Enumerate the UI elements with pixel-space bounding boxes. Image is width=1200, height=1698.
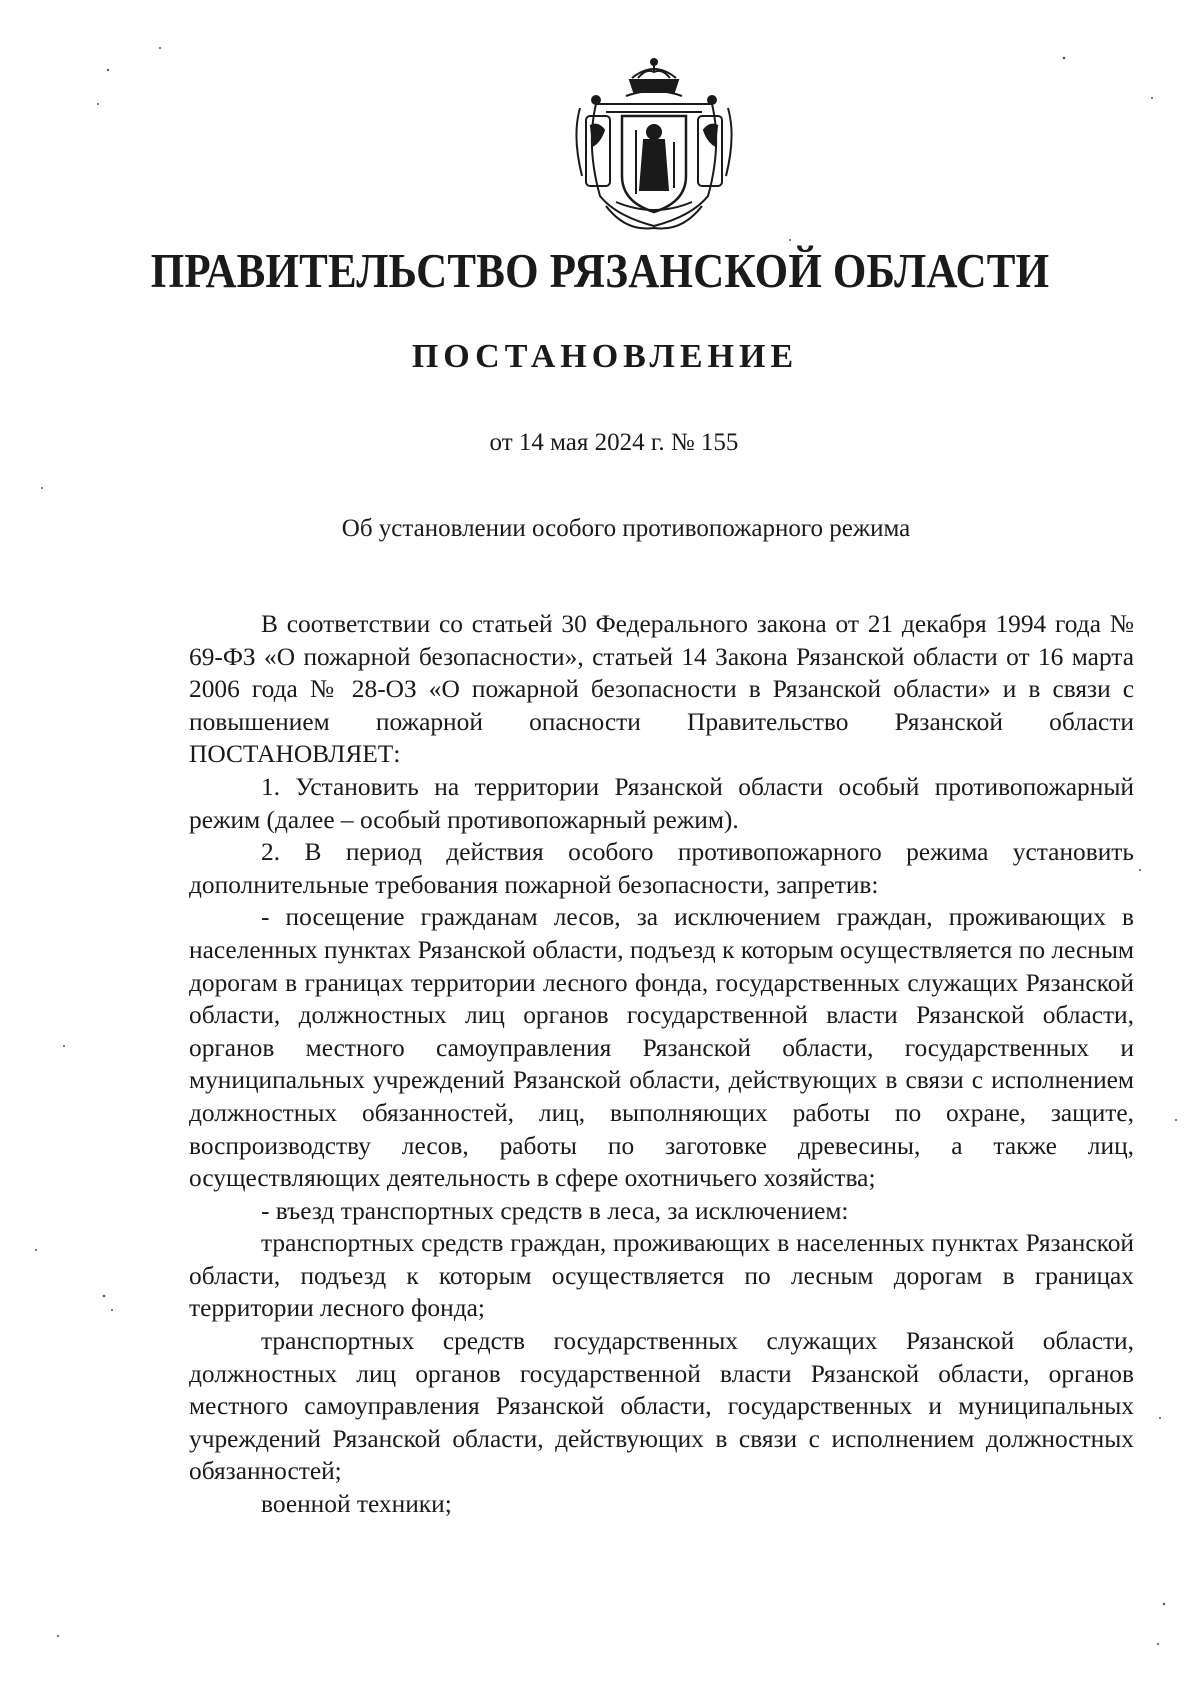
preamble-paragraph: В соответствии со статьей 30 Федерального закона от 21 декабря 1994 года № 69-ФЗ «О пожарной безопасности», статьей 14 Закона Рязанской области от 16 марта 2006 года № 28-ОЗ «О пожарной безопасности в Рязанской области» и в связи с повышением пожарной опасности Правительство Рязанской области ПОСТАНОВЛЯЕТ: (189, 610, 1134, 769)
government-title: ПРАВИТЕЛЬСТВО РЯЗАНСКОЙ ОБЛАСТИ (150, 245, 1050, 299)
clause-1-paragraph: 1. Установить на территории Рязанской области особый противопожарный режим (далее – особый противопожарный режим). (189, 772, 1134, 834)
exception-residents-vehicles-paragraph: транспортных средств граждан, проживающих в населенных пунктах Рязанской области, подъезд к которым осуществляется по лесным дорогам в границах территории лесного фонда; (189, 1229, 1134, 1323)
clause-2-paragraph: 2. В период действия особого противопожарного режима установить дополнительные требования пожарной безопасности, запретив: (189, 838, 1134, 899)
exception-military-paragraph: военной техники; (261, 1490, 452, 1519)
document-body (189, 608, 1134, 1521)
ryazan-coat-of-arms-icon (566, 56, 742, 234)
exception-officials-vehicles-paragraph: транспортных средств государственных служащих Рязанской области, должностных лиц органов государственной власти Рязанской области, органов местного самоуправления Рязанской области, государственных и муниципальных учреждений Рязанской области, действующих в связи с исполнением должностных обязанностей; (189, 1327, 1134, 1486)
document-type: ПОСТАНОВЛЕНИЕ (411, 338, 799, 375)
prohibition-vehicle-entry-paragraph: - въезд транспортных средств в леса, за исключением: (261, 1196, 849, 1225)
document-subject: Об установлении особого противопожарного режима (341, 515, 911, 542)
document-date: от 14 мая 2024 г. № 155 (489, 429, 739, 456)
prohibition-forest-visit-paragraph: - посещение гражданам лесов, за исключением граждан, проживающих в населенных пунктах Рязанской области, подъезд к которым осуществляется по лесным дорогам в границах территории лесного фонда, государственных служащих Рязанской области, должностных лиц органов государственной власти Рязанской области, органов местного самоуправления Рязанской области, государственных и муниципальных учреждений Рязанской области, действующих в связи с исполнением должностных обязанностей, лиц, выполняющих работы по охране, защите, воспроизводству лесов, работы по заготовке древесины, а также лиц, осуществляющих деятельность в сфере охотничьего хозяйства; (189, 903, 1134, 1193)
